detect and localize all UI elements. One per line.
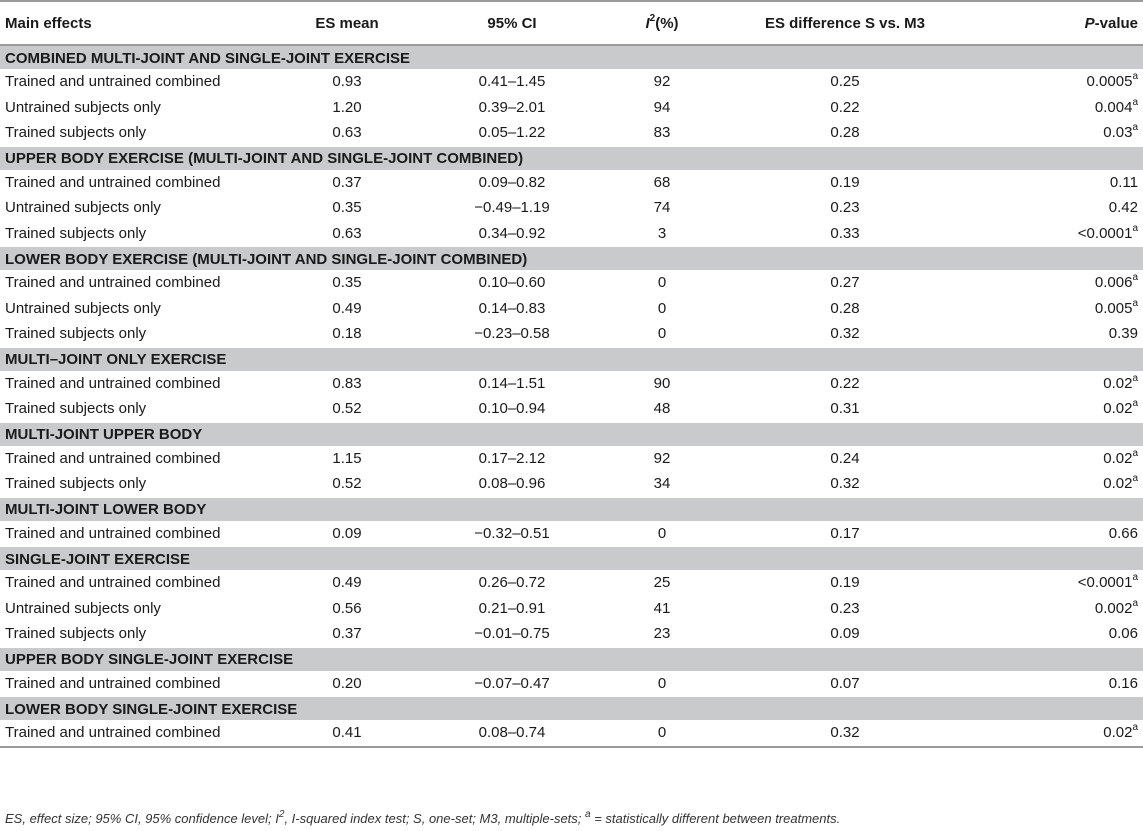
p-value-text: 0.06 [1108,625,1138,643]
es-mean-cell: 0.56 [332,599,362,617]
p-value-text: 0.11 [1109,173,1138,191]
ci-cell: −0.32–0.51 [474,524,550,542]
ci-cell: 0.08–0.96 [478,475,546,493]
significance-marker: a [1132,447,1138,459]
ci-cell: 0.34–0.92 [478,224,546,242]
table-row [0,270,1143,296]
p-value-cell [968,396,1143,422]
footnote-sup2: a [585,808,591,820]
table-body [0,45,1143,747]
i2-cell: 83 [653,124,671,142]
es-difference-cell: 0.19 [830,574,860,592]
es-difference-cell: 0.22 [830,98,860,116]
p-value-text: 0.02 [1103,724,1133,742]
significance-marker: a [1132,272,1138,284]
table-row [0,596,1143,622]
p-value-cell [968,671,1143,697]
p-value-text: 0.004 [1094,98,1133,116]
es-difference-cell: 0.32 [830,475,860,493]
section-header-row [0,647,1143,671]
es-mean-cell: 1.20 [332,98,362,116]
ci-cell: 0.10–0.94 [478,400,546,418]
es-mean-cell: 0.49 [332,574,362,592]
i2-cell: 74 [653,199,671,217]
header-main-effects: Main effects [0,1,272,45]
p-value-text: 0.02 [1103,400,1133,418]
section-title: UPPER BODY SINGLE-JOINT EXERCISE [0,647,1143,671]
ci-cell: −0.23–0.58 [474,325,550,343]
i2-cell: 3 [657,224,667,242]
i2-cell: 68 [653,173,671,191]
table-row [0,671,1143,697]
es-mean-cell: 0.41 [272,720,422,747]
section-title: LOWER BODY SINGLE-JOINT EXERCISE [0,697,1143,721]
section-title: COMBINED MULTI-JOINT AND SINGLE-JOINT EXERCISE [0,45,1143,69]
row-label: Trained and untrained combined [5,173,221,191]
row-label: Trained and untrained combined [5,449,221,467]
header-i2-sup: 2 [649,12,656,24]
i2-cell: 92 [653,73,671,91]
es-mean-cell: 1.15 [332,449,362,467]
header-p-value [968,1,1143,45]
significance-marker: a [1132,597,1138,609]
es-mean-cell: 0.83 [332,374,362,392]
es-mean-cell: 0.63 [332,124,362,142]
row-label: Trained and untrained combined [5,674,221,692]
ci-cell: −0.49–1.19 [474,199,550,217]
es-difference-cell: 0.19 [830,173,860,191]
es-mean-cell: 0.52 [332,400,362,418]
table-row [0,621,1143,647]
section-title: UPPER BODY EXERCISE (MULTI-JOINT AND SINGLE-JOINT COMBINED) [0,146,1143,170]
significance-marker: a [1132,372,1138,384]
p-value-cell [968,371,1143,397]
p-value-text: <0.0001 [1077,574,1133,592]
table-row [0,120,1143,146]
p-value-text: 0.005 [1094,299,1133,317]
significance-marker: a [1132,297,1138,309]
es-difference-cell: 0.22 [830,374,860,392]
table-row [0,371,1143,397]
p-value-cell [968,521,1143,547]
table-row [0,471,1143,497]
es-mean-cell: 0.52 [332,475,362,493]
p-value-cell [968,170,1143,196]
row-label: Trained subjects only [5,224,147,242]
i2-cell: 34 [653,475,671,493]
ci-cell: −0.01–0.75 [474,625,550,643]
row-label: Trained and untrained combined [5,73,221,91]
ci-cell: 0.05–1.22 [478,124,546,142]
footnote-part2: , I-squared index test; S, one-set; M3, multiple-sets; [284,811,586,826]
row-label: Trained subjects only [5,400,147,418]
i2-cell: 0 [657,274,667,292]
es-difference-cell: 0.07 [830,674,860,692]
section-header-row [0,347,1143,371]
row-label: Trained and untrained combined [0,720,272,747]
p-value-cell [968,221,1143,247]
section-header-row [0,422,1143,446]
row-label: Untrained subjects only [5,199,161,217]
i2-cell: 0 [602,720,722,747]
significance-marker: a [1132,398,1138,410]
header-es-mean: ES mean [272,1,422,45]
section-header-row [0,45,1143,69]
i2-cell: 23 [653,625,671,643]
significance-marker: a [1132,222,1138,234]
es-mean-cell: 0.18 [332,325,362,343]
header-i2-unit: (%) [655,14,679,32]
i2-cell: 90 [653,374,671,392]
p-value-cell [968,596,1143,622]
significance-marker: a [1132,473,1138,485]
es-difference-cell: 0.24 [830,449,860,467]
i2-cell: 25 [653,574,671,592]
header-es-difference: ES difference S vs. M3 [722,1,968,45]
i2-cell: 92 [653,449,671,467]
section-title: MULTI-JOINT LOWER BODY [0,497,1143,521]
p-value-cell [968,321,1143,347]
table-row [0,720,1143,747]
ci-cell: 0.09–0.82 [478,173,546,191]
row-label: Untrained subjects only [5,599,161,617]
es-difference-cell: 0.25 [830,73,860,91]
es-mean-cell: 0.35 [332,274,362,292]
es-difference-cell: 0.32 [722,720,968,747]
header-i2-base: I [645,14,650,32]
header-i2 [602,1,722,45]
table-row [0,521,1143,547]
es-mean-cell: 0.37 [332,625,362,643]
significance-marker: a [1132,71,1138,83]
i2-cell: 0 [657,325,667,343]
es-difference-cell: 0.27 [830,274,860,292]
es-difference-cell: 0.28 [830,299,860,317]
p-value-cell [968,195,1143,221]
significance-marker: a [1132,122,1138,134]
es-mean-cell: 0.20 [332,674,362,692]
ci-cell: 0.14–1.51 [478,374,546,392]
ci-cell: 0.26–0.72 [478,574,546,592]
row-label: Untrained subjects only [5,98,161,116]
p-value-text: 0.0005 [1086,73,1133,91]
es-difference-cell: 0.23 [830,599,860,617]
row-label: Trained and untrained combined [5,274,221,292]
table-row [0,195,1143,221]
es-mean-cell: 0.93 [332,73,362,91]
es-mean-cell: 0.37 [332,173,362,191]
p-value-text: 0.39 [1108,325,1138,343]
footnote-part3: = statistically different between treatments. [590,811,841,826]
footnote-sup1: 2 [278,808,285,820]
es-difference-cell: 0.23 [830,199,860,217]
es-difference-cell: 0.17 [830,524,860,542]
row-label: Trained subjects only [5,325,147,343]
table-footnote [5,808,841,826]
p-value-text: 0.66 [1108,524,1138,542]
p-value-cell [968,120,1143,146]
significance-marker: a [1132,722,1138,734]
ci-cell: 0.08–0.74 [422,720,602,747]
row-label: Trained and untrained combined [5,574,221,592]
es-difference-cell: 0.31 [830,400,860,418]
es-difference-cell: 0.28 [830,124,860,142]
row-label: Trained and untrained combined [5,374,221,392]
es-mean-cell: 0.49 [332,299,362,317]
p-value-cell [968,471,1143,497]
section-title: MULTI-JOINT UPPER BODY [0,422,1143,446]
table-row [0,69,1143,95]
table-row [0,170,1143,196]
es-mean-cell: 0.09 [332,524,362,542]
ci-cell: 0.39–2.01 [478,98,546,116]
row-label: Trained and untrained combined [5,524,221,542]
ci-cell: −0.07–0.47 [474,674,550,692]
p-value-cell [968,446,1143,472]
p-value-text: 0.16 [1108,674,1138,692]
header-p-italic: P [1084,14,1095,32]
ci-cell: 0.17–2.12 [478,449,546,467]
p-value-text: <0.0001 [1077,224,1133,242]
es-mean-cell: 0.63 [332,224,362,242]
ci-cell: 0.10–0.60 [478,274,546,292]
p-value-cell [968,69,1143,95]
footnote-part1: ES, effect size; 95% CI, 95% confidence level; I [5,811,279,826]
p-value-cell [968,95,1143,121]
es-difference-cell: 0.33 [830,224,860,242]
ci-cell: 0.14–0.83 [478,299,546,317]
p-value-text: 0.02 [1103,475,1133,493]
es-difference-cell: 0.09 [830,625,860,643]
p-value-text: 0.03 [1103,124,1133,142]
p-value-cell [968,296,1143,322]
row-label: Trained subjects only [5,475,147,493]
i2-cell: 48 [653,400,671,418]
header-row [0,1,1143,45]
i2-cell: 0 [657,299,667,317]
row-label: Untrained subjects only [5,299,161,317]
p-value-text: 0.02 [1103,449,1133,467]
p-value-cell [968,270,1143,296]
table-row [0,221,1143,247]
row-label: Trained subjects only [5,625,147,643]
significance-marker: a [1132,572,1138,584]
significance-marker: a [1132,96,1138,108]
p-value-cell [968,720,1143,747]
section-header-row [0,497,1143,521]
section-title: LOWER BODY EXERCISE (MULTI-JOINT AND SINGLE-JOINT COMBINED) [0,247,1143,271]
section-header-row [0,697,1143,721]
p-value-cell [968,570,1143,596]
p-value-text: 0.006 [1094,274,1133,292]
i2-cell: 41 [653,599,671,617]
row-label: Trained subjects only [5,124,147,142]
section-title: SINGLE-JOINT EXERCISE [0,547,1143,571]
i2-cell: 0 [657,674,667,692]
section-header-row [0,547,1143,571]
table-row [0,446,1143,472]
ci-cell: 0.41–1.45 [478,73,546,91]
p-value-text: 0.002 [1094,599,1133,617]
p-value-cell [968,621,1143,647]
es-difference-cell: 0.32 [830,325,860,343]
table-row [0,396,1143,422]
header-ci: 95% CI [422,1,602,45]
es-mean-cell: 0.35 [332,199,362,217]
ci-cell: 0.21–0.91 [478,599,546,617]
table-row [0,570,1143,596]
section-header-row [0,146,1143,170]
i2-cell: 0 [657,524,667,542]
p-value-text: 0.42 [1108,199,1138,217]
i2-cell: 94 [653,98,671,116]
section-header-row [0,247,1143,271]
p-value-text: 0.02 [1103,374,1133,392]
table-row [0,321,1143,347]
table-row [0,95,1143,121]
section-title: MULTI–JOINT ONLY EXERCISE [0,347,1143,371]
table-row [0,296,1143,322]
header-p-rest: -value [1094,14,1138,32]
